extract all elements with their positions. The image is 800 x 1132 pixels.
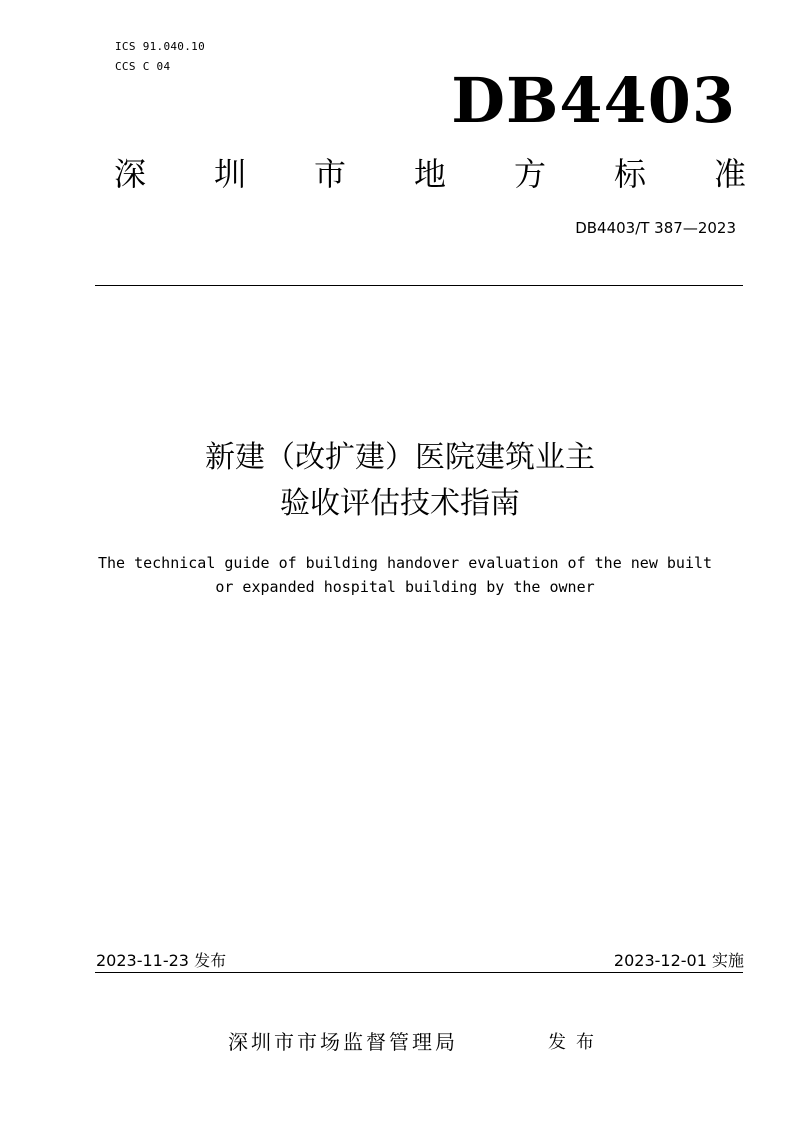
header-divider <box>95 285 743 286</box>
local-standard-char: 标 <box>613 155 646 193</box>
issuer-name: 深圳市市场监督管理局 <box>228 1030 458 1054</box>
local-standard-char: 准 <box>713 155 746 193</box>
title-en-line1: The technical guide of building handover evaluation of the new built <box>97 554 713 572</box>
title-en-line2: or expanded hospital building by the owner <box>215 578 595 596</box>
footer-divider <box>95 972 743 973</box>
local-standard-char: 市 <box>313 155 346 193</box>
standard-number: DB4403/T 387—2023 <box>575 219 736 237</box>
local-standard-heading <box>110 152 750 196</box>
issuer-action: 发布 <box>548 1032 604 1053</box>
implementation-date: 2023-12-01 实施 <box>613 951 744 970</box>
local-standard-char: 深 <box>113 155 146 193</box>
ics-code: ICS 91.040.10 <box>115 40 205 53</box>
local-standard-char: 地 <box>413 155 446 193</box>
title-cn-line2: 验收评估技术指南 <box>280 486 520 521</box>
title-cn-line1: 新建（改扩建）医院建筑业主 <box>205 440 595 475</box>
issue-date: 2023-11-23 发布 <box>96 951 227 970</box>
db-logo: DB4403 <box>451 64 736 137</box>
local-standard-char: 方 <box>513 155 546 193</box>
local-standard-char: 圳 <box>213 155 246 193</box>
ccs-code: CCS C 04 <box>115 60 171 73</box>
